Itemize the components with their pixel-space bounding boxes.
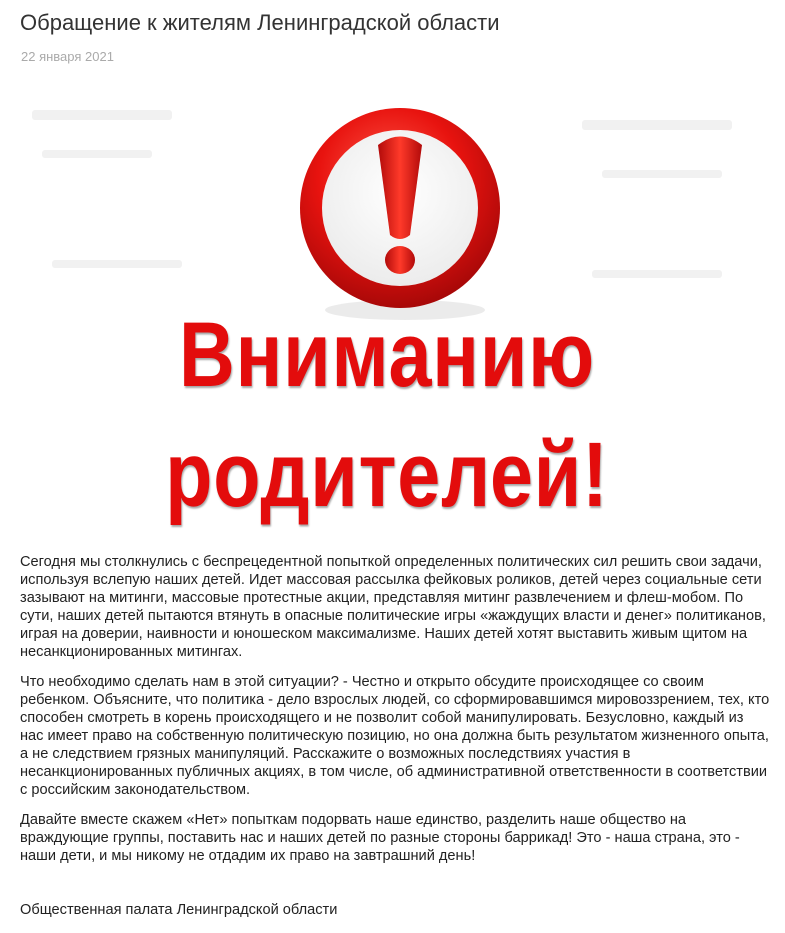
publish-date: 22 января 2021 <box>21 49 114 64</box>
signature: Общественная палата Ленинградской области <box>20 902 338 918</box>
page-title: Обращение к жителям Ленинградской области <box>20 10 500 35</box>
attention-banner-image <box>22 90 752 540</box>
article-body <box>20 553 770 877</box>
paragraph-1: Сегодня мы столкнулись с беспрецедентной попыткой определенных политических сил решить свои задачи, используя вслепую наших детей. Идет массовая рассылка фейковых роликов, детей через социальные сети зазывают на митинги, массовые протестные акции, представляя митинг развлечением и флеш-мобом. По сути, наших детей пытаются втянуть в опасные политические игры «жаждущих власти и денег» политиканов, играя на доверии, наивности и юношеском максимализме. Наших детей хотят выставить живым щитом на несанкционированных митингах. <box>20 554 766 660</box>
paragraph-3: Давайте вместе скажем «Нет» попыткам подорвать наше единство, разделить наше общество на враждующие группы, поставить нас и наших детей по разные стороны баррикад! Это - наша страна, это - наши дети, и мы никому не отдадим их право на завтрашний день! <box>20 812 740 864</box>
paragraph-2: Что необходимо сделать нам в этой ситуации? - Честно и открыто обсудите происходящее со своим ребенком. Объясните, что политика - дело взрослых людей, со сформировавшимся мировоззрением, тех, кто способен смотреть в корень происходящего и не позволит собой манипулировать. Безусловно, каждый из нас имеет право на собственную политическую позицию, но она должна быть результатом жизненного опыта, а не следствием грязных манипуляций. Расскажите о возможных последствиях участия в несанкционированных публичных акциях, в том числе, об административной ответственности в соответствии с российским законодательством. <box>20 674 770 798</box>
banner-heading-line-1: Вниманию <box>178 304 596 406</box>
banner-heading-line-2: родителей! <box>165 424 609 526</box>
